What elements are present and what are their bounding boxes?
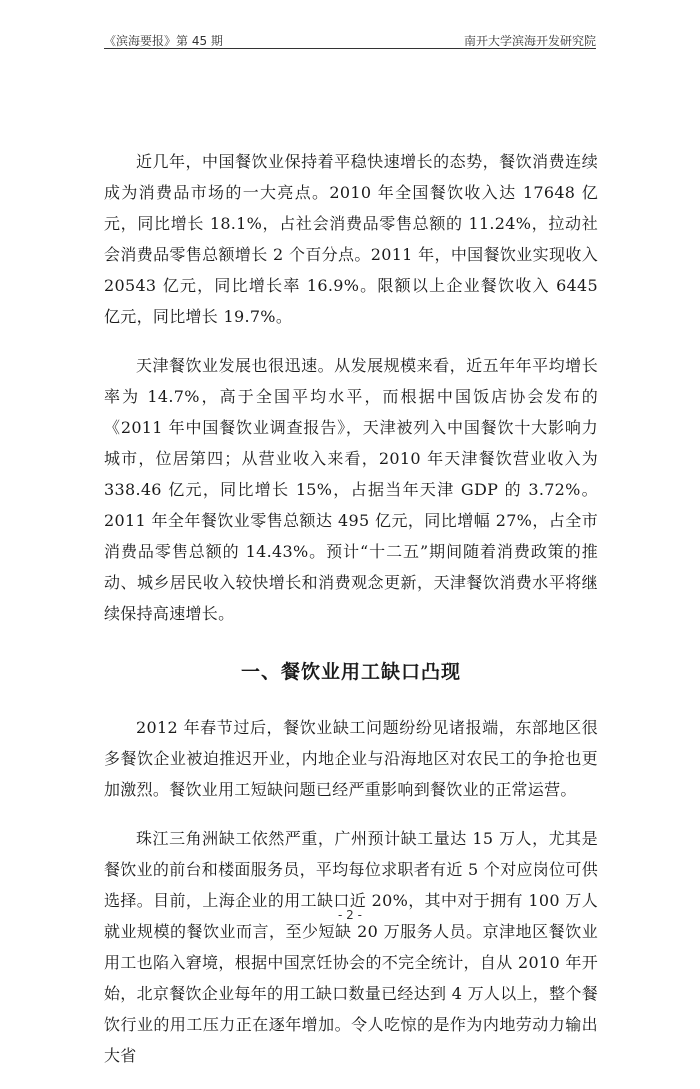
page-number: - 2 -: [338, 908, 362, 922]
section-heading: 一、餐饮业用工缺口凸现: [240, 661, 461, 683]
paragraph-labor-shortage: 2012 年春节过后，餐饮业缺工问题纷纷见诸报端，东部地区很多餐饮企业被迫推迟开业，内地企业与沿海地区对农民工的争抢也更加激烈。餐饮业用工短缺问题已经严重影响到餐饮业的正常运营。: [104, 718, 598, 799]
document-body: [104, 146, 598, 1089]
paragraph-national-growth: 近几年，中国餐饮业保持着平稳快速增长的态势，餐饮消费连续成为消费品市场的一大亮点。2010 年全国餐饮收入达 17648 亿元，同比增长 18.1%，占社会消费品零售总额的 11.24%，拉动社会消费品零售总额增长 2 个百分点。2011 年，中国餐饮业实现收入 20543 亿元，同比增长率 16.9%。限额以上企业餐饮收入 6445 亿元，同比增长 19.7%。: [104, 152, 598, 326]
paragraph-tianjin-growth: 天津餐饮业发展也很迅速。从发展规模来看，近五年年平均增长率为 14.7%，高于全国平均水平，而根据中国饭店协会发布的《2011 年中国餐饮业调查报告》，天津被列入中国餐饮十大影响力城市，位居第四；从营业收入来看，2010 年天津餐饮营业收入为 338.46 亿元，同比增长 15%，占据当年天津 GDP 的 3.72%。2011 年全年餐饮业零售总额达 495 亿元，同比增幅 27%，占全市消费品零售总额的 14.43%。预计“十二五”期间随着消费政策的推动、城乡居民收入较快增长和消费观念更新，天津餐饮消费水平将继续保持高速增长。: [104, 356, 598, 623]
page-header: [104, 26, 596, 49]
paragraph-regional-shortage: 珠江三角洲缺工依然严重，广州预计缺工量达 15 万人，尤其是餐饮业的前台和楼面服务员，平均每位求职者有近 5 个对应岗位可供选择。目前，上海企业的用工缺口近 20%，其中对于拥有 100 万人就业规模的餐饮业而言，至少短缺 20 万服务人员。京津地区餐饮业用工也陷入窘境，根据中国烹饪协会的不完全统计，自从 2010 年开始，北京餐饮企业每年的用工缺口数量已经达到 4 万人以上，整个餐饮行业的用工压力正在逐年增加。令人吃惊的是作为内地劳动力输出大省: [104, 829, 598, 1065]
institution-name: 南开大学滨海开发研究院: [463, 34, 596, 48]
publication-issue: 《滨海要报》第 45 期: [104, 34, 223, 48]
